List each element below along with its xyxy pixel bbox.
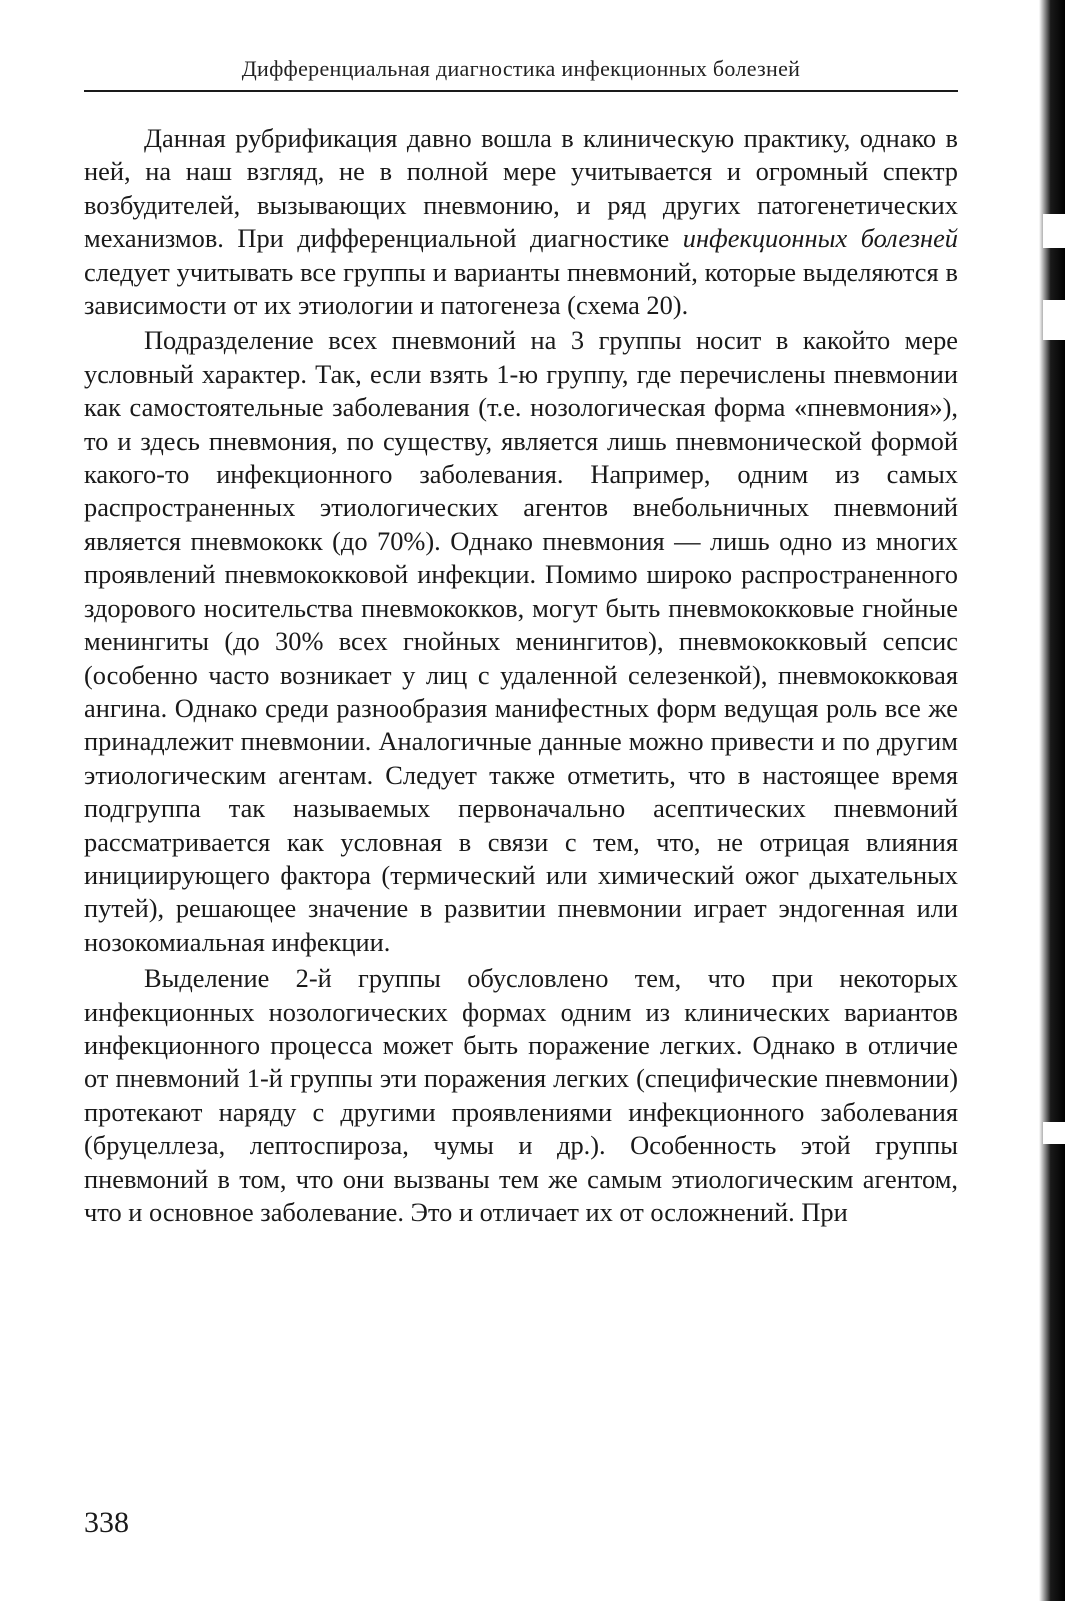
paragraph-3: Выделение 2-й группы обусловлено тем, что при некоторых инфекционных нозологических формах одним из клинических вариантов инфекционного процесса может быть поражение легких. Однако в отличие от пневмоний 1-й группы эти поражения легких (специфические пневмонии) протекают наряду с другими проявлениями инфекционного заболевания (бруцеллеза, лептоспироза, чумы и др.). Особенность этой группы пневмоний в том, что они вызваны тем же самым этиологическим агентом, что и основное заболевание. Это и отличает их от осложнений. При	[84, 963, 958, 1227]
running-head: Дифференциальная диагностика инфекционных болезней	[241, 56, 801, 81]
page-number: 338	[84, 1506, 129, 1539]
body-text	[84, 122, 958, 1229]
emphasis-infectious-diseases: инфекционных болезней	[682, 223, 958, 254]
paragraph-1	[84, 122, 958, 322]
paragraph-1-text-end: следует учитывать все группы и варианты пневмоний, которые выделяются в зависимости от их этиологии и патогенеза (схема 20).	[84, 256, 958, 321]
page-edge-gap	[1043, 300, 1065, 340]
paragraph-2: Подразделение всех пневмоний на 3 группы носит в какойто мере условный характер. Так, если взять 1-ю группу, где перечислены пневмонии как самостоятельные заболевания (т.е. нозологическая форма «пневмония»), то и здесь пневмония, по существу, является лишь пневмонической формой какого-то инфекционного заболевания. Например, одним из самых распространенных этиологических агентов внебольничных пневмоний является пневмококк (до 70%). Однако пневмония — лишь одно из многих проявлений пневмококковой инфекции. Помимо широко распространенного здорового носительства пневмококков, могут быть пневмококковые гнойные менингиты (до 30% всех гнойных менингитов), пневмококковый сепсис (особенно часто возникает у лиц с удаленной селезенкой), пневмококковая ангина. Однако среди разнообразия манифестных форм ведущая роль все же принадлежит пневмонии. Аналогичные данные можно привести и по другим этиологическим агентам. Следует также отметить, что в настоящее время подгруппа так называемых первоначально асептических пневмоний рассматривается как условная в связи с тем, что, не отрицая влияния инициирующего фактора (термический или химический ожог дыхательных путей), решающее значение в развитии пневмонии играет эндогенная или нозокомиальная инфекции.	[84, 325, 958, 957]
page-edge-gap	[1043, 214, 1065, 248]
header-rule	[84, 90, 958, 92]
page-edge-gap	[1043, 1122, 1065, 1144]
paragraph-1-text-start: Данная рубрификация давно вошла в клиническую практику, однако в ней, на наш взгляд, не в полной мере учитывается и огромный спектр возбудителей, вызывающих пневмонию, и ряд других патогенетических механизмов. При дифференциальной диагностике	[84, 123, 958, 254]
